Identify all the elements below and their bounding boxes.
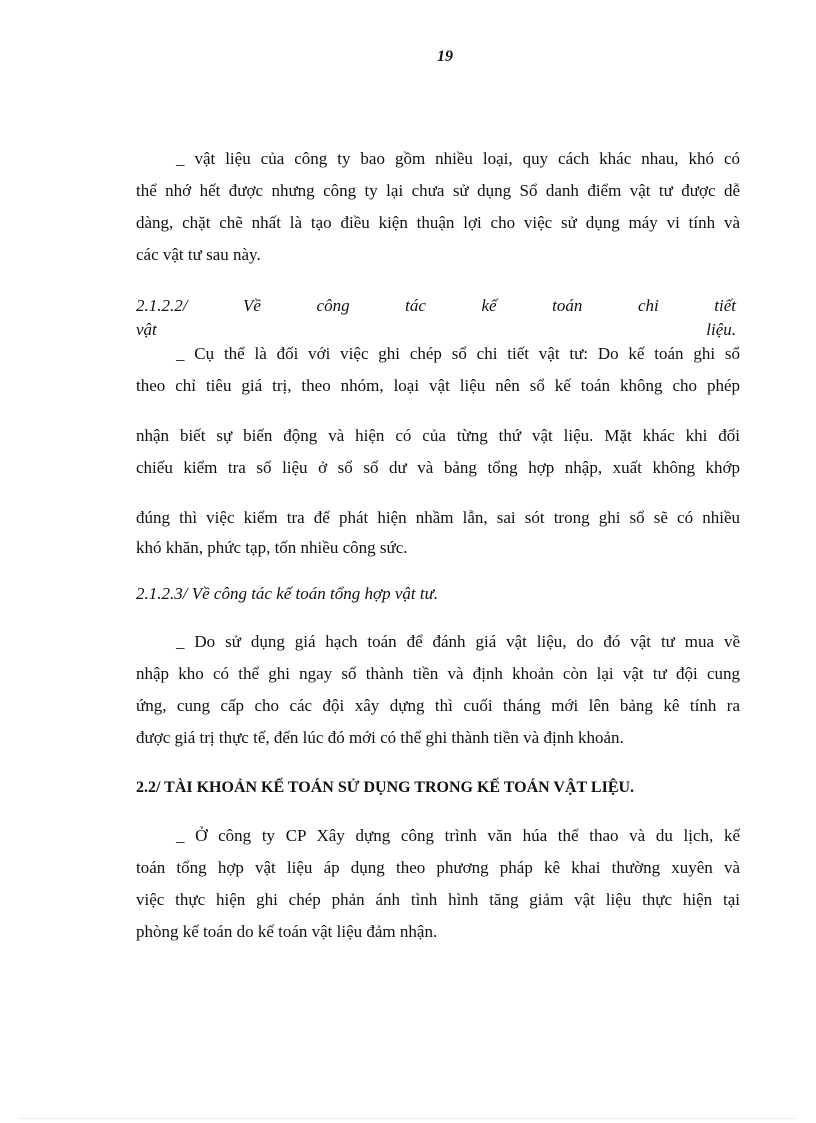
- heading-general-accounting: 2.1.2.3/ Về công tác kế toán tổng hợp vật tư.: [136, 584, 439, 603]
- page-bottom-divider: [20, 1118, 796, 1119]
- paragraph-line: khó khăn, phức tạp, tốn nhiều công sức.: [136, 538, 408, 557]
- paragraph-line: phòng kế toán do kế toán vật liệu đảm nhận.: [136, 922, 438, 941]
- heading-accounts-used: 2.2/ TÀI KHOẢN KẾ TOÁN SỬ DỤNG TRONG KẾ TOÁN VẬT LIỆU.: [136, 779, 635, 796]
- paragraph-line: dàng, chặt chẽ nhất là tạo điều kiện thuận lợi cho việc sử dụng máy vi tính và: [136, 213, 740, 232]
- paragraph-line: _ Ở công ty CP Xây dựng công trình văn húa thể thao và du lịch, kế: [176, 826, 740, 845]
- paragraph-material-catalog: [136, 146, 740, 274]
- paragraph-line: nhận biết sự biến động và hiện có của từng thứ vật liệu. Mặt khác khi đối: [136, 426, 740, 445]
- paragraph-line: thể nhớ hết được nhưng công ty lại chưa sử dụng Sổ danh điểm vật tư được dễ: [136, 181, 740, 200]
- paragraph-line: nhập kho có thể ghi ngay số thành tiền và định khoản còn lại vật tư đội cung: [136, 664, 740, 683]
- paragraph-line: _ Do sử dụng giá hạch toán để đánh giá vật liệu, do đó vật tư mua về: [176, 632, 740, 651]
- page-number: 19: [437, 48, 453, 65]
- paragraph-line: các vật tư sau này.: [136, 245, 261, 264]
- paragraph-line: đúng thì việc kiểm tra để phát hiện nhầm lẫn, sai sót trong ghi sổ sẽ có nhiều: [136, 508, 740, 527]
- paragraph-line: _ vật liệu của công ty bao gồm nhiều loại, quy cách khác nhau, khó có: [176, 149, 740, 168]
- paragraph-line: chiếu kiểm tra số liệu ở sổ số dư và bảng tổng hợp nhập, xuất không khớp: [136, 458, 740, 477]
- paragraph-line: theo chỉ tiêu giá trị, theo nhóm, loại vật liệu nên sổ kế toán không cho phép: [136, 376, 740, 395]
- heading-detail-accounting: 2.1.2.2/ Về công tác kế toán chi tiết vật liệu.: [136, 296, 736, 339]
- paragraph-line: được giá trị thực tế, đến lúc đó mới có thể ghi thành tiền và định khoản.: [136, 728, 624, 747]
- paragraph-line: ứng, cung cấp cho các đội xây dựng thì cuối tháng mới lên bảng kê tính ra: [136, 696, 740, 715]
- paragraph-line: việc thực hiện ghi chép phản ánh tình hình tăng giảm vật liệu thực hiện tại: [136, 890, 740, 909]
- paragraph-line: toán tổng hợp vật liệu áp dụng theo phương pháp kê khai thường xuyên và: [136, 858, 740, 877]
- paragraph-line: _ Cụ thể là đối với việc ghi chép sổ chi tiết vật tư: Do kế toán ghi sổ: [176, 344, 740, 363]
